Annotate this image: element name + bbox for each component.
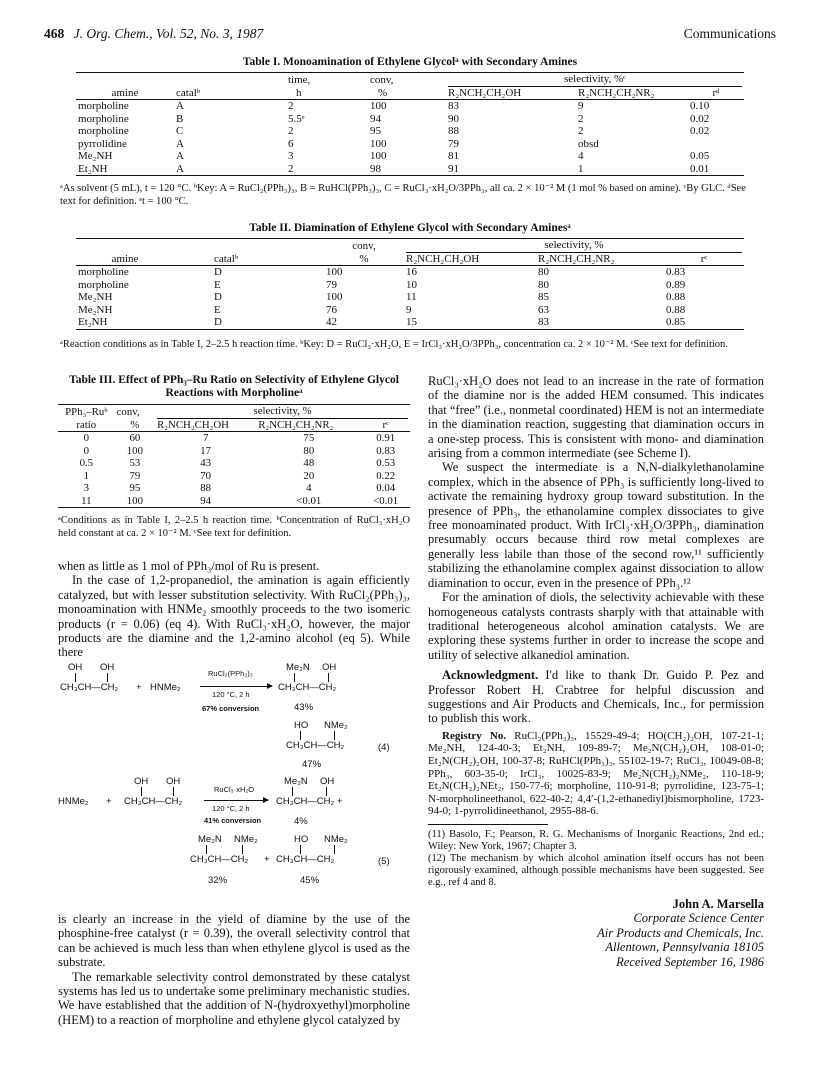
t2-h-selectivity: selectivity, %	[406, 239, 742, 253]
registry	[428, 730, 764, 818]
cell: 85	[538, 291, 549, 303]
cell: 100	[126, 494, 143, 507]
cell: 2	[288, 162, 294, 175]
table-row	[58, 495, 410, 508]
cell	[688, 138, 744, 151]
cell: 88	[200, 482, 212, 494]
cell: 0.83	[376, 444, 396, 457]
cell: 0.91	[376, 432, 396, 444]
bond	[173, 787, 174, 796]
paragraph: The remarkable selectivity control demonstrated by these catalyst systems has led us to undertake some preliminary mechanistic studies. We have established that the addition of N-(hydroxyethyl)morpholine (HEM) to a reaction of morpholine and ethylene glycol catalyzed by	[58, 969, 411, 1027]
label: OH	[320, 776, 335, 787]
cell: E	[214, 303, 221, 316]
paragraph: In the case of 1,2-propanediol, the amination is again efficiently catalyzed, but with lesser substitution selectivity. With RuCl₂(PPh₃)₃, monoamination with HNMe₂ smoothly proceeds to the two isomeric products (r = 0.06) (eq 4). With RuCl₃·xH₂O, however, the major products are the diamine and the 1,2-amino alcohol (eq 5). While there	[58, 573, 410, 660]
cell: 0.88	[666, 291, 686, 303]
cell: Me₂NH	[78, 303, 113, 316]
author-name: John A. Marsella	[672, 896, 764, 911]
cell: 3	[83, 482, 90, 494]
paragraph: RuCl₃·xH₂O does not lead to an increase in the rate of formation of the diamine nor is the added HEM consumed. This indicates that “free” (i.e., nonmetal coordinated) HEM is not an intermediate in the diamination reaction, suggesting that diamination occurs in a one-step process. This is consistent with mono- and diamination arising from a common intermediate (see Scheme I).	[428, 374, 764, 461]
table-row	[58, 432, 410, 445]
label: +	[264, 854, 270, 865]
table-row	[76, 125, 744, 138]
cell: 0.05	[690, 150, 710, 162]
table3-footnote: ᵃConditions as in Table I, 2–2.5 h reaction time. ᵇConcentration of RuCl₃·xH₂O held constant at ca. 2 × 10⁻² M. ᶜSee text for definition.	[58, 515, 410, 539]
bond	[328, 673, 329, 682]
t2-h-s1: R₂NCH₂CH₂OH	[406, 252, 480, 265]
label: HNMe₂	[58, 796, 89, 807]
cell: 7	[202, 432, 209, 444]
journal-citation: J. Org. Chem., Vol. 52, No. 3, 1987	[73, 26, 264, 41]
cell: morpholine	[78, 100, 129, 112]
cell: 80	[538, 266, 549, 278]
cell: 83	[538, 316, 549, 328]
cell: 3	[288, 150, 294, 162]
table-row	[58, 445, 410, 458]
table-row	[58, 482, 410, 495]
label: 120 °C, 2 h	[212, 690, 250, 699]
equation-number: (5)	[378, 856, 390, 867]
cell: obsd	[578, 137, 599, 150]
cell: 53	[129, 457, 141, 469]
cell: D	[214, 266, 222, 278]
paragraph: We suspect the intermediate is a N,N-dialkylethanolamine complex, which in the absence of PPh₃ is sufficiently long-lived to activate the remaining hydroxy group toward substitution. In the presence of PPh₃, the ethanolamine complex dissociates to give free monoaminated product. With IrCl₃·xH₂O/3PPh₃, diamination presumably occurs because third row metal complexes are generally less labile than those of the second row,¹¹ sufficiently stabilizing the ethanolamine complex against dissociation to allow diamination to occur, even in the presence of PPh₃.¹²	[428, 460, 764, 590]
bond	[107, 673, 108, 682]
label: +	[106, 796, 112, 807]
affiliation-line: Allentown, Pennsylvania 18105	[605, 940, 764, 955]
cell: 5.5ᵉ	[288, 112, 305, 125]
cell: 94	[200, 494, 212, 507]
cell: Me₂NH	[78, 150, 113, 162]
label: HO	[294, 834, 309, 845]
bond	[242, 845, 243, 854]
cell: 0.88	[666, 303, 686, 316]
cell: 0.5	[79, 457, 94, 469]
table-row	[58, 457, 410, 470]
cell: 0.10	[690, 100, 710, 112]
bond	[292, 787, 293, 796]
t1-h-conv-unit: %	[378, 86, 388, 99]
t3-h-ratio1: PPh₃–Ruᵇ	[65, 405, 108, 418]
left-column-lower	[58, 912, 410, 1027]
cell: B	[176, 112, 184, 125]
cell: A	[176, 100, 184, 112]
table-row	[76, 316, 744, 329]
section-name: Communications	[683, 26, 776, 41]
label: HNMe₂	[150, 682, 181, 693]
cell: 80	[303, 444, 315, 457]
label: CH₃CH—CH₂	[60, 682, 119, 693]
bond	[334, 731, 335, 740]
table-row	[76, 100, 744, 113]
cell: 94	[370, 112, 381, 125]
label: 43%	[294, 702, 314, 713]
cell: 48	[303, 457, 315, 469]
cell: 60	[129, 432, 141, 444]
label: OH	[166, 776, 181, 787]
acknowledgment-text: I'd like to thank Dr. Guido P. Pez and Professor Robert H. Crabtree for helpful discussion and suggestions and Air Products and Chemicals, Inc., for permission to publish this work.	[428, 668, 764, 726]
equation-number: (4)	[378, 742, 390, 753]
cell: 2	[288, 125, 294, 137]
cell: 43	[200, 457, 212, 469]
t1-h-conv: conv,	[370, 73, 394, 86]
table2	[76, 238, 744, 330]
table-row	[76, 304, 744, 317]
table-row	[76, 163, 744, 176]
cell: 91	[448, 162, 459, 175]
t2-h-conv: conv,	[352, 239, 376, 252]
cell: 4	[578, 150, 584, 162]
bond	[326, 787, 327, 796]
cell: D	[214, 291, 222, 303]
cell: 75	[303, 432, 315, 444]
table3	[58, 404, 410, 508]
cell: 2	[578, 112, 584, 125]
right-column	[428, 374, 764, 969]
t3-h-conv2: %	[130, 418, 140, 431]
t3-h-r: rᶜ	[382, 418, 389, 431]
cell: 79	[326, 278, 337, 291]
cell: 0.89	[666, 278, 686, 291]
cell: 90	[448, 112, 459, 125]
t2-h-catal: catalᵇ	[214, 252, 239, 265]
t1-h-s2: R₂NCH₂CH₂NR₂	[578, 86, 655, 99]
cell: 79	[448, 137, 459, 150]
cell: 0.83	[666, 266, 686, 278]
cell: 81	[448, 150, 459, 162]
t1-h-r: rᵈ	[712, 86, 720, 99]
t2-h-r: rᶜ	[700, 252, 708, 265]
equation-4	[58, 662, 410, 772]
cell: A	[176, 150, 184, 162]
table-row	[76, 113, 744, 126]
bond	[334, 845, 335, 854]
bond	[75, 673, 76, 682]
cell: E	[214, 278, 221, 291]
bond	[141, 787, 142, 796]
cell: 0.22	[376, 469, 396, 482]
cell: A	[176, 162, 184, 175]
t1-h-time-unit: h	[296, 86, 302, 99]
t2-h-amine: amine	[111, 252, 139, 265]
cell: 0.53	[376, 457, 396, 469]
label: RuCl₃·xH₂O	[214, 785, 255, 794]
cell: 0.01	[690, 162, 710, 175]
cell: 1	[578, 162, 584, 175]
bond	[294, 673, 295, 682]
label: NMe₂	[324, 834, 348, 845]
t2-h-conv-unit: %	[359, 252, 369, 265]
acknowledgment-heading: Acknowledgment.	[442, 668, 539, 683]
table2-footnote: ᵃReaction conditions as in Table I, 2–2.5 h reaction time. ᵇKey: D = RuCl₃·xH₂O, E = IrCl₃·xH₂O/3PPh₃, concentration ca. 2 × 10⁻² M. ᶜSee text for definition.	[60, 339, 728, 350]
cell: 42	[326, 316, 337, 328]
cell: morpholine	[78, 112, 129, 125]
table-row	[76, 150, 744, 163]
label: 45%	[300, 875, 320, 886]
label: CH₃CH—CH₂	[276, 854, 335, 865]
affiliation-line: Corporate Science Center	[633, 911, 764, 926]
label: OH	[100, 662, 115, 673]
table-row	[76, 266, 744, 279]
cell: 100	[370, 150, 387, 162]
label: CH₃CH—CH₂	[190, 854, 249, 865]
label: Me₂N	[198, 834, 222, 845]
table-row	[76, 291, 744, 304]
cell: A	[176, 137, 184, 150]
cell: 83	[448, 100, 459, 112]
label: Me₂N	[284, 776, 308, 787]
reaction-arrow	[204, 800, 268, 801]
cell: 100	[370, 100, 387, 112]
equation-5	[58, 776, 410, 900]
table2-caption: Table II. Diamination of Ethylene Glycol with Secondary Aminesᵃ	[249, 222, 571, 234]
cell: morpholine	[78, 125, 129, 137]
cell: 79	[129, 469, 141, 482]
label: +	[136, 682, 142, 693]
label: 120 °C, 2 h	[212, 804, 250, 813]
cell: 70	[200, 469, 212, 482]
cell: <0.01	[296, 494, 322, 507]
reference-11: (11) Basolo, F.; Pearson, R. G. Mechanisms of Inorganic Reactions, 2nd ed.; Wiley: New York, 1967; Chapter 3.	[428, 828, 764, 852]
t3-h-conv1: conv,	[116, 405, 140, 418]
reference-12: (12) The mechanism by which alcohol amination itself occurs has not been rigorously examined, although possible mechanisms have been suggested. See e.g., ref 4 and 8.	[428, 852, 764, 888]
affiliation-line: Air Products and Chemicals, Inc.	[597, 925, 764, 940]
table1	[76, 72, 744, 176]
cell: 80	[538, 278, 549, 291]
registry-text: RuCl₂(PPh₃)₃, 15529-49-4; HO(CH₂)₂OH, 107-21-1; Me₂NH, 124-40-3; Et₂NH, 109-89-7; Me₂N(CH₂)₂OH, 108-01-0; Et₂N(CH₂)₂OH, 100-37-8; RuHCl(PPh₃)₃, 55102-19-7; RuCl₃, 10049-08-8; PPh₃, 603-35-0; IrCl₃, 10025-83-9; Me₂N(CH₂)₂NMe₂, 110-18-9; Et₂N(CH₂)₂NEt₂, 150-77-6; morpholine, 110-91-8; pyrrolidine, 123-75-1; N-morpholineethanol, 622-40-2; 4,4′-(1,2-ethanediyl)bismorpholine, 1723-94-0; 1-pyrrolidineethanol, 2955-88-6.	[428, 729, 764, 818]
cell: <0.01	[373, 494, 399, 507]
running-header	[44, 26, 776, 46]
paragraph: when as little as 1 mol of PPh₃/mol of Ru is present.	[58, 559, 320, 573]
cell: C	[176, 125, 184, 137]
t1-h-amine: amine	[111, 86, 139, 99]
cell: 0	[83, 444, 90, 457]
table-row	[76, 138, 744, 151]
t1-h-s1: R₂NCH₂CH₂OH	[448, 86, 522, 99]
cell: 100	[326, 291, 343, 303]
page-number: 468	[44, 26, 65, 41]
cell: 95	[129, 482, 141, 494]
cell: 95	[370, 125, 381, 137]
label: 47%	[302, 759, 322, 770]
label: CH₃CH—CH₂	[124, 796, 183, 807]
table-row	[76, 279, 744, 292]
cell: 0	[83, 432, 90, 444]
signature-block	[428, 897, 764, 969]
cell: morpholine	[78, 278, 129, 291]
label: 41% conversion	[204, 816, 262, 825]
cell: 0.02	[690, 112, 710, 125]
bond	[206, 845, 207, 854]
cell: 2	[288, 100, 294, 112]
t3-h-s2: R₂NCH₂CH₂NR₂	[258, 418, 334, 431]
cell: 1	[83, 469, 90, 482]
label: CH₃CH—CH₂	[278, 682, 337, 693]
cell: 0.04	[376, 482, 396, 494]
table1-footnote: ᵃAs solvent (5 mL), t = 120 °C. ᵇKey: A = RuCl₂(PPh₃)₃, B = RuHCl(PPh₃)₃, C = RuCl₃·xH₂O/3PPh₃, all ca. 2 × 10⁻² M (1 mol % based on amine). ᶜBy GLC. ᵈSee text for definition. ᵉt = 100 °C.	[60, 183, 746, 207]
left-column-upper	[58, 559, 410, 660]
cell: 9	[406, 303, 412, 316]
cell: pyrrolidine	[78, 137, 127, 150]
t2-h-s2: R₂NCH₂CH₂NR₂	[538, 252, 615, 265]
cell: 4	[306, 482, 312, 494]
t1-h-selectivity: selectivity, %ᶜ	[448, 73, 742, 87]
bond	[300, 731, 301, 740]
cell: 0.02	[690, 125, 710, 137]
cell: 98	[370, 162, 381, 175]
cell: 100	[326, 266, 343, 278]
label: Me₂N	[286, 662, 310, 673]
t1-h-time: time,	[288, 73, 311, 86]
label: NMe₂	[324, 720, 348, 731]
acknowledgment	[428, 668, 764, 726]
cell: 100	[370, 137, 387, 150]
label: CH₃CH—CH₂	[286, 740, 345, 751]
cell: Me₂NH	[78, 291, 113, 303]
cell: morpholine	[78, 266, 129, 278]
cell: 9	[578, 100, 584, 112]
t3-h-selectivity: selectivity, %	[157, 405, 408, 419]
cell: 6	[288, 137, 294, 150]
cell: Et₂NH	[78, 316, 108, 328]
cell: 11	[81, 494, 92, 507]
cell: 63	[538, 303, 549, 316]
t3-h-s1: R₂NCH₂CH₂OH	[157, 418, 229, 431]
label: OH	[68, 662, 83, 673]
label: 4%	[294, 816, 308, 827]
received-date: Received September 16, 1986	[616, 954, 764, 969]
cell: 0.85	[666, 316, 686, 328]
cell: 20	[303, 469, 315, 482]
label: RuCl₂(PPh₃)₃	[208, 669, 253, 678]
t3-h-ratio2: ratio	[76, 418, 97, 431]
label: 32%	[208, 875, 228, 886]
bond	[300, 845, 301, 854]
label: 67% conversion	[202, 704, 260, 713]
label: CH₃CH—CH₂ +	[276, 796, 343, 807]
label: OH	[322, 662, 337, 673]
t1-h-catal: catalᵇ	[176, 86, 201, 99]
registry-heading: Registry No.	[442, 729, 507, 742]
paragraph: For the amination of diols, the selectivity achievable with these homogeneous catalysts contrasts sharply with that attainable with traditional heterogeneous alcohol amination catalysts. We are exploring these systems further in order to increase the scope and utility of selective alkanediol amination.	[428, 590, 764, 662]
cell: D	[214, 316, 222, 328]
cell: 11	[406, 291, 417, 303]
cell: 10	[406, 278, 417, 291]
table-row	[58, 470, 410, 483]
cell: 17	[200, 444, 212, 457]
cell: Et₂NH	[78, 162, 108, 175]
cell: 2	[578, 125, 584, 137]
label: NMe₂	[234, 834, 258, 845]
cell: 15	[406, 316, 417, 328]
table1-caption: Table I. Monoamination of Ethylene Glycolᵃ with Secondary Amines	[242, 56, 578, 68]
label: OH	[134, 776, 149, 787]
cell: 100	[126, 444, 143, 457]
cell: 88	[448, 125, 459, 137]
label: HO	[294, 720, 309, 731]
paragraph: is clearly an increase in the yield of diamine by the use of the phosphine-free catalyst (r = 0.39), the overall selectivity control that can be achieved is much less than when ethylene glycol is used as the substrate.	[58, 912, 410, 970]
footnote-rule	[428, 824, 548, 825]
cell: 16	[406, 266, 417, 278]
cell: 76	[326, 303, 337, 316]
reaction-arrow	[200, 686, 272, 687]
table3-caption: Table III. Effect of PPh₃–Ru Ratio on Selectivity of Ethylene Glycol Reactions with Morpholineᵃ	[69, 374, 399, 399]
